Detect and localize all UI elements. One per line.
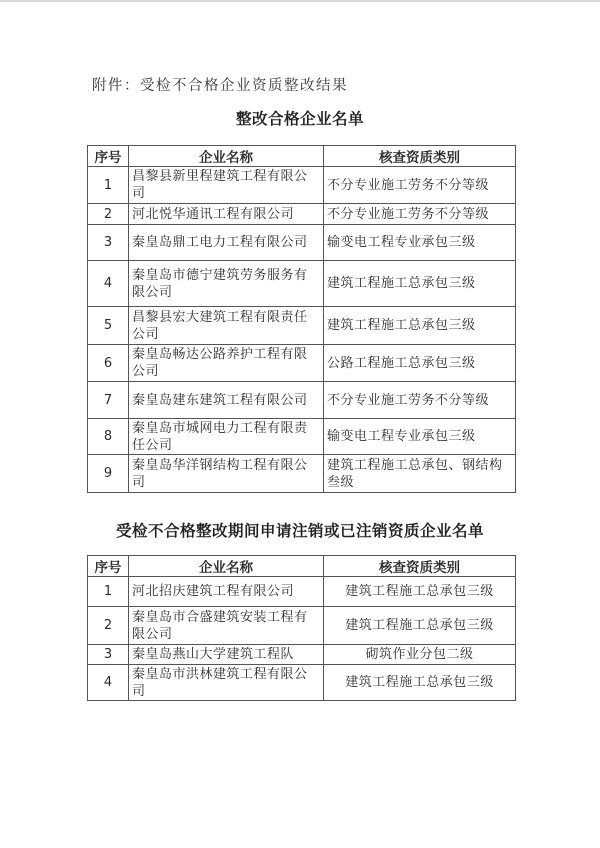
section2-title: 受检不合格整改期间申请注销或已注销资质企业名单 [115,522,484,540]
header-name: 企业名称 [129,556,324,577]
table-row [88,167,516,204]
row-no: 8 [88,419,129,455]
row-no: 6 [88,345,129,382]
row-enterprise-name: 秦皇岛鼎工电力工程有限公司 [129,225,324,261]
row-enterprise-name: 河北招庆建筑工程有限公司 [129,577,324,607]
row-no: 2 [88,607,129,645]
row-enterprise-name: 昌黎县新里程建筑工程有限公司 [129,167,324,204]
table-header-row [88,146,516,167]
header-qualification: 核查资质类别 [324,556,516,577]
header-no: 序号 [88,556,129,577]
row-qualification: 建筑工程施工总承包三级 [324,577,516,607]
row-qualification: 公路工程施工总承包三级 [324,345,516,382]
row-qualification: 建筑工程施工总承包三级 [324,261,516,307]
table-row [88,345,516,382]
row-no: 1 [88,577,129,607]
page-top-edge [0,0,600,2]
row-enterprise-name: 秦皇岛市德宁建筑劳务服务有限公司 [129,261,324,307]
row-enterprise-name: 秦皇岛建东建筑工程有限公司 [129,382,324,419]
table-row [88,225,516,261]
table-row [88,665,516,701]
row-no: 2 [88,204,129,225]
attachment-label: 附件：受检不合格企业资质整改结果 [92,78,348,94]
table-row [88,204,516,225]
row-enterprise-name: 昌黎县宏大建筑工程有限责任公司 [129,307,324,345]
row-qualification: 建筑工程施工总承包、钢结构叁级 [324,455,516,493]
row-enterprise-name: 河北悦华通讯工程有限公司 [129,204,324,225]
header-qualification: 核查资质类别 [324,146,516,167]
row-enterprise-name: 秦皇岛市城网电力工程有限责任公司 [129,419,324,455]
row-no: 5 [88,307,129,345]
row-qualification: 不分专业施工劳务不分等级 [324,204,516,225]
table-row [88,261,516,307]
table-row [88,419,516,455]
row-qualification: 不分专业施工劳务不分等级 [324,382,516,419]
table-row [88,607,516,645]
section1-title: 整改合格企业名单 [235,110,364,128]
row-no: 3 [88,225,129,261]
row-no: 7 [88,382,129,419]
row-qualification: 输变电工程专业承包三级 [324,419,516,455]
table-row [88,382,516,419]
row-qualification: 建筑工程施工总承包三级 [324,607,516,645]
header-no: 序号 [88,146,129,167]
row-no: 4 [88,665,129,701]
row-enterprise-name: 秦皇岛市洪林建筑工程有限公司 [129,665,324,701]
table-row [88,455,516,493]
row-enterprise-name: 秦皇岛华洋钢结构工程有限公司 [129,455,324,493]
row-no: 4 [88,261,129,307]
table-row [88,307,516,345]
row-enterprise-name: 秦皇岛燕山大学建筑工程队 [129,645,324,665]
header-name: 企业名称 [129,146,324,167]
qualified-enterprises-table [87,145,516,493]
row-qualification: 不分专业施工劳务不分等级 [324,167,516,204]
row-qualification: 输变电工程专业承包三级 [324,225,516,261]
row-qualification: 建筑工程施工总承包三级 [324,665,516,701]
row-no: 9 [88,455,129,493]
row-no: 3 [88,645,129,665]
row-qualification: 建筑工程施工总承包三级 [324,307,516,345]
table-row [88,577,516,607]
table-header-row [88,556,516,577]
row-enterprise-name: 秦皇岛市合盛建筑安装工程有限公司 [129,607,324,645]
table-row [88,645,516,665]
row-no: 1 [88,167,129,204]
row-qualification: 砌筑作业分包二级 [324,645,516,665]
row-enterprise-name: 秦皇岛畅达公路养护工程有限公司 [129,345,324,382]
cancelled-qualification-enterprises-table [87,555,516,701]
